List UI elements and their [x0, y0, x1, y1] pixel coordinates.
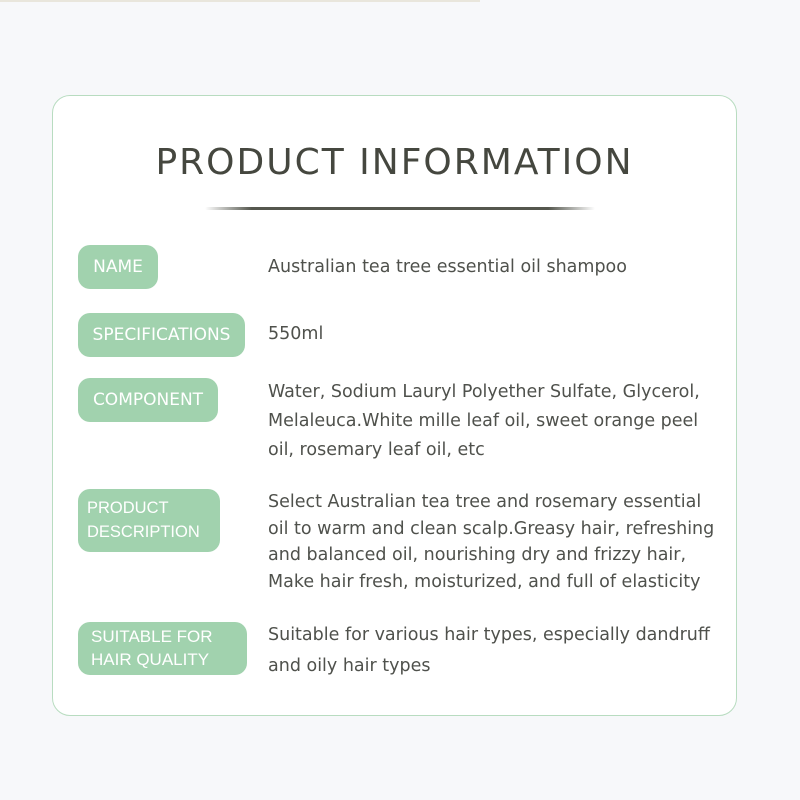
specifications-label: SPECIFICATIONS — [78, 313, 245, 357]
product-description-value: Select Australian tea tree and rosemary essential oil to warm and clean scalp.Greasy hair, refreshing and balanced oil, nourishing dry and frizzy hair, Make hair fresh, moisturized, and full of elasticity — [268, 492, 715, 592]
suitable-for-hair-quality-label: SUITABLE FOR HAIR QUALITY — [78, 622, 247, 675]
name-value: Australian tea tree essential oil shampoo — [268, 257, 627, 277]
page-title: PRODUCT INFORMATION — [155, 142, 634, 183]
name-label: NAME — [78, 245, 158, 289]
product-info-card — [52, 95, 737, 716]
product-description-label: PRODUCT DESCRIPTION — [78, 489, 220, 552]
component-label: COMPONENT — [78, 378, 218, 422]
component-value: Water, Sodium Lauryl Polyether Sulfate, Glycerol, Melaleuca.White mille leaf oil, sweet orange peel oil, rosemary leaf oil, etc — [268, 382, 700, 460]
suitable-for-hair-quality-value: Suitable for various hair types, especially dandruff and oily hair types — [268, 625, 710, 676]
specifications-value: 550ml — [268, 324, 324, 344]
title-divider — [205, 207, 595, 210]
top-decorative-strip — [0, 0, 480, 2]
